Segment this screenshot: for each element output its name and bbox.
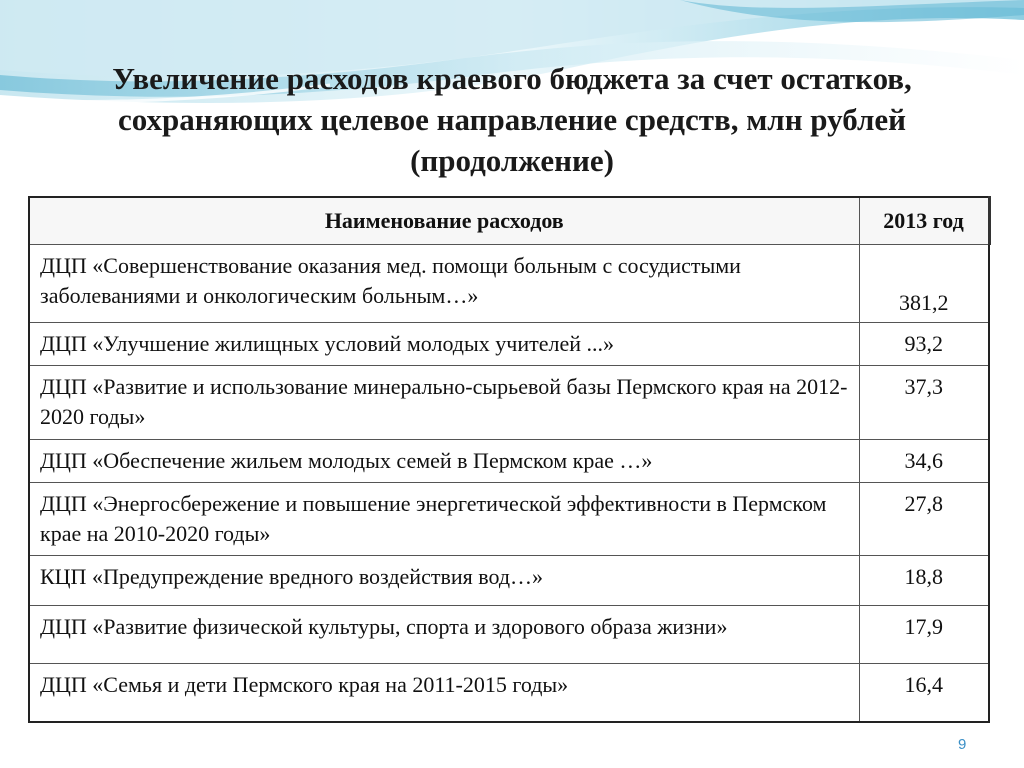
title-line-1: Увеличение расходов краевого бюджета за счет остатков, — [112, 61, 912, 96]
row-name: ДЦП «Энергосбережение и повышение энергетической эффективности в Пермском крае на 2010-2020 годы» — [29, 483, 859, 556]
title-line-2: сохраняющих целевое направление средств, млн рублей — [118, 102, 906, 137]
title-line-3: (продолжение) — [410, 143, 614, 178]
row-name: ДЦП «Семья и дети Пермского края на 2011-2015 годы» — [29, 664, 859, 722]
row-name: ДЦП «Обеспечение жильем молодых семей в Пермском крае …» — [29, 440, 859, 483]
row-value: 37,3 — [859, 366, 989, 440]
row-value: 18,8 — [859, 556, 989, 606]
table-row — [29, 606, 989, 664]
expenses-table — [28, 196, 991, 723]
slide-title — [40, 58, 984, 181]
header-expense-name: Наименование расходов — [29, 197, 859, 245]
table-row — [29, 556, 989, 606]
row-value: 17,9 — [859, 606, 989, 664]
row-value: 34,6 — [859, 440, 989, 483]
table-header-row — [29, 197, 989, 245]
row-name: ДЦП «Совершенствование оказания мед. помощи больным с сосудистыми заболеваниями и онкологическим больным…» — [29, 245, 859, 323]
header-year: 2013 год — [859, 197, 989, 245]
table-row — [29, 664, 989, 722]
row-name: ДЦП «Развитие физической культуры, спорта и здорового образа жизни» — [29, 606, 859, 664]
row-name: ДЦП «Улучшение жилищных условий молодых учителей ...» — [29, 323, 859, 366]
row-value: 27,8 — [859, 483, 989, 556]
table-row — [29, 323, 989, 366]
table-row — [29, 483, 989, 556]
table-row — [29, 245, 989, 323]
table-row — [29, 366, 989, 440]
row-value: 93,2 — [859, 323, 989, 366]
page-number: 9 — [958, 736, 967, 753]
row-value: 16,4 — [859, 664, 989, 722]
table-row — [29, 440, 989, 483]
row-value: 381,2 — [859, 245, 989, 323]
row-name: ДЦП «Развитие и использование минерально-сырьевой базы Пермского края на 2012-2020 годы» — [29, 366, 859, 440]
expenses-table-container — [28, 196, 988, 723]
row-name: КЦП «Предупреждение вредного воздействия вод…» — [29, 556, 859, 606]
